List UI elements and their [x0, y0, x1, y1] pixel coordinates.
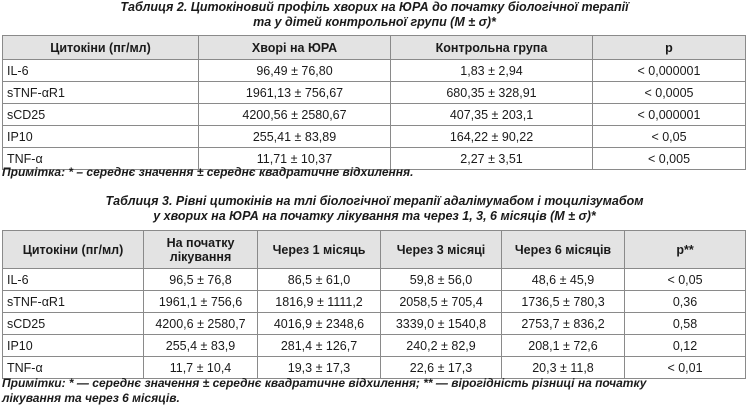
table-2-note-text: * – середнє значення ± середнє квадратичне відхилення.: [65, 165, 414, 179]
cell-value: 3339,0 ± 1540,8: [381, 313, 502, 335]
cell-value: 208,1 ± 72,6: [502, 335, 625, 357]
cell-p: < 0,01: [625, 357, 746, 379]
table-2-cytokine-profile: [2, 35, 746, 170]
cell-value: 2058,5 ± 705,4: [381, 291, 502, 313]
table-row: [3, 269, 746, 291]
cell-p: < 0,05: [593, 126, 746, 148]
cell-cytokine: IL-6: [3, 60, 199, 82]
cell-value: 59,8 ± 56,0: [381, 269, 502, 291]
header-baseline: На початку лікування: [144, 231, 258, 269]
table-row: [3, 313, 746, 335]
cell-cytokine: sCD25: [3, 104, 199, 126]
cell-p: < 0,05: [625, 269, 746, 291]
header-cytokines: Цитокіни (пг/мл): [3, 36, 199, 60]
cell-value: 48,6 ± 45,9: [502, 269, 625, 291]
cell-cytokine: TNF-α: [3, 148, 199, 170]
table-3-note: [0, 376, 749, 406]
table-header-row: [3, 231, 746, 269]
cell-value: 407,35 ± 203,1: [391, 104, 593, 126]
cell-value: 240,2 ± 82,9: [381, 335, 502, 357]
table-3-cytokine-levels: [2, 230, 746, 379]
cell-value: 281,4 ± 126,7: [258, 335, 381, 357]
cell-value: 1736,5 ± 780,3: [502, 291, 625, 313]
cell-value: 22,6 ± 17,3: [381, 357, 502, 379]
cell-value: 86,5 ± 61,0: [258, 269, 381, 291]
table-3-caption: [0, 194, 749, 224]
cell-cytokine: sCD25: [3, 313, 144, 335]
header-month-1: Через 1 місяць: [258, 231, 381, 269]
table-3-note-line1: [2, 376, 749, 391]
cell-value: 255,41 ± 83,89: [199, 126, 391, 148]
cell-value: 255,4 ± 83,9: [144, 335, 258, 357]
cell-value: 20,3 ± 11,8: [502, 357, 625, 379]
header-cytokines: Цитокіни (пг/мл): [3, 231, 144, 269]
header-p: p**: [625, 231, 746, 269]
cell-value: 164,22 ± 90,22: [391, 126, 593, 148]
cell-cytokine: IL-6: [3, 269, 144, 291]
cell-value: 96,5 ± 76,8: [144, 269, 258, 291]
header-month-3: Через 3 місяці: [381, 231, 502, 269]
cell-value: 1961,1 ± 756,6: [144, 291, 258, 313]
cell-cytokine: sTNF-αR1: [3, 82, 199, 104]
header-p: p: [593, 36, 746, 60]
table-3-note-text-1: * — середнє значення ± середнє квадратичне відхилення; ** — вірогідність різниці на початку: [65, 376, 647, 390]
table-row: [3, 291, 746, 313]
header-control: Контрольна група: [391, 36, 593, 60]
cell-p: < 0,000001: [593, 60, 746, 82]
cell-value: 1816,9 ± 1111,2: [258, 291, 381, 313]
cell-value: 96,49 ± 76,80: [199, 60, 391, 82]
cell-value: 680,35 ± 328,91: [391, 82, 593, 104]
table-3-caption-line2: у хворих на ЮРА на початку лікування та через 1, 3, 6 місяців (M ± σ)*: [153, 209, 596, 223]
cell-value: 2,27 ± 3,51: [391, 148, 593, 170]
table-2-caption-line2: та у дітей контрольної групи (M ± σ)*: [253, 15, 496, 29]
cell-value: 11,7 ± 10,4: [144, 357, 258, 379]
cell-p: 0,36: [625, 291, 746, 313]
table-2-caption: [0, 0, 749, 30]
table-header-row: [3, 36, 746, 60]
cell-cytokine: TNF-α: [3, 357, 144, 379]
cell-value: 11,71 ± 10,37: [199, 148, 391, 170]
table-2-caption-line1: Таблиця 2. Цитокіновий профіль хворих на ЮРА до початку біологічної терапії: [120, 0, 629, 14]
cell-cytokine: IP10: [3, 126, 199, 148]
cell-p: < 0,000001: [593, 104, 746, 126]
cell-p: < 0,005: [593, 148, 746, 170]
table-row: [3, 104, 746, 126]
table-3-note-label: Примітки:: [2, 376, 66, 390]
cell-value: 1,83 ± 2,94: [391, 60, 593, 82]
cell-p: 0,58: [625, 313, 746, 335]
cell-value: 1961,13 ± 756,67: [199, 82, 391, 104]
cell-cytokine: IP10: [3, 335, 144, 357]
table-row: [3, 126, 746, 148]
cell-cytokine: sTNF-αR1: [3, 291, 144, 313]
cell-value: 4200,56 ± 2580,67: [199, 104, 391, 126]
cell-p: < 0,0005: [593, 82, 746, 104]
cell-value: 4016,9 ± 2348,6: [258, 313, 381, 335]
table-2-note-label: Примітка:: [2, 165, 66, 179]
cell-value: 19,3 ± 17,3: [258, 357, 381, 379]
cell-value: 2753,7 ± 836,2: [502, 313, 625, 335]
header-patients: Хворі на ЮРА: [199, 36, 391, 60]
table-3-caption-line1: Таблиця 3. Рівні цитокінів на тлі біологічної терапії адалімумабом і тоцилізумабом: [105, 194, 644, 208]
table-row: [3, 335, 746, 357]
cell-p: 0,12: [625, 335, 746, 357]
table-3-note-text-2: лікування та через 6 місяців.: [2, 391, 180, 405]
table-row: [3, 60, 746, 82]
table-row: [3, 82, 746, 104]
header-month-6: Через 6 місяців: [502, 231, 625, 269]
cell-value: 4200,6 ± 2580,7: [144, 313, 258, 335]
table-2-note: [0, 165, 749, 180]
